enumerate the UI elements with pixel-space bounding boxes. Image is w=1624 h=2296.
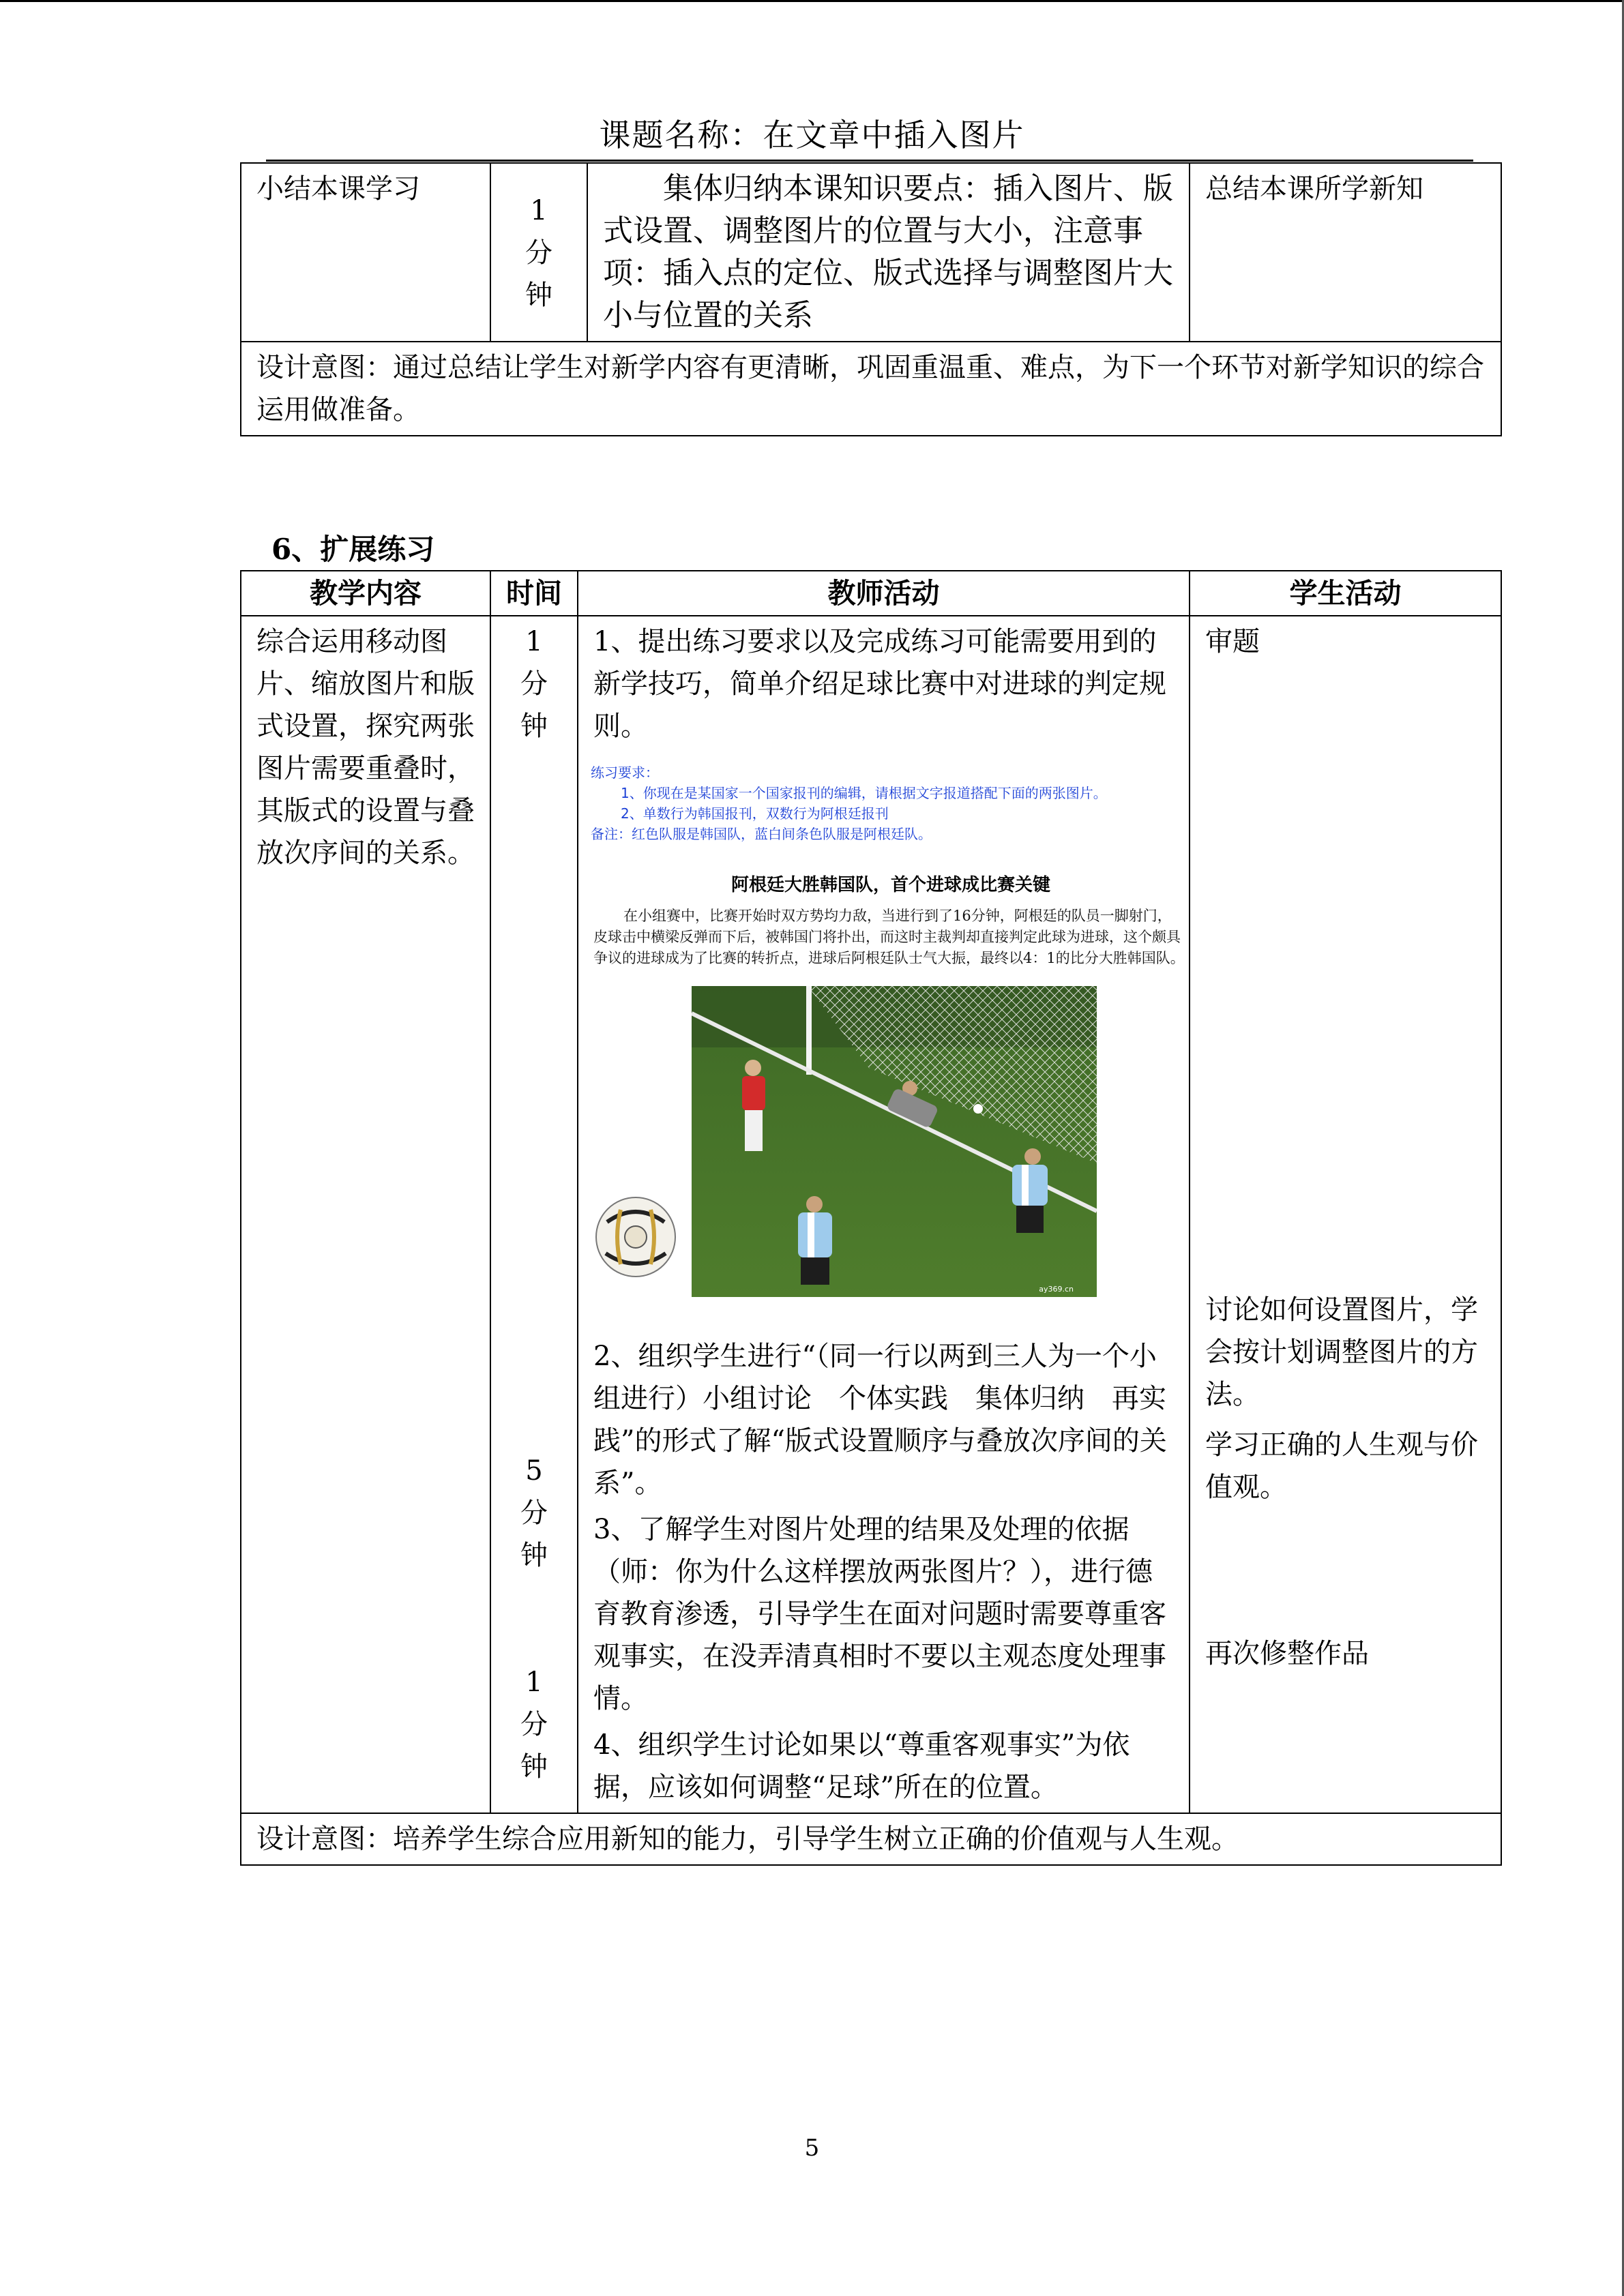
time1-unit2: 钟: [520, 711, 548, 742]
news-body: 在小组赛中，比赛开始时双方势均力敌，当进行到了16分钟，阿根廷的队员一脚射门，皮球击中横梁反弹而下后，被韩国门将扑出，而这时主裁判却直接判定此球为进球，这个颇具争议的进球成为了比赛的转折点，进球后阿根廷队士气大振，最终以4：1的比分大胜韩国队。: [593, 908, 1185, 966]
exercise-design-row: [241, 1813, 1501, 1865]
summary-time-unit2: 钟: [525, 280, 552, 311]
req-item-1: 1、你现在是某国家一个国家报刊的编辑，请根据文字报道搭配下面的两张图片。: [621, 785, 1107, 801]
time3-unit1: 分: [520, 1709, 548, 1740]
summary-design-intent: 设计意图：通过总结让学生对新学内容有更清晰，巩固重温重、难点，为下一个环节对新学知识的综合运用做准备。: [256, 352, 1484, 426]
time3-number: 1: [525, 1667, 543, 1698]
summary-table: [240, 162, 1502, 436]
time2-number: 5: [525, 1455, 543, 1487]
exercise-body-row: [241, 616, 1501, 1813]
header-student: 学生活动: [1190, 571, 1501, 616]
summary-design-cell: [241, 342, 1501, 436]
header-content: 教学内容: [241, 571, 490, 616]
section-heading: 6、扩展练习: [271, 533, 435, 566]
exercise-time-cell: [490, 616, 578, 1813]
header-rule: [266, 160, 1473, 162]
teacher-step2: 2、组织学生进行“（同一行以两到三人为一个小组进行）小组讨论 个体实践 集体归纳 再实践”的形式了解“版式设置顺序与叠放次序间的关系”。: [593, 1341, 1167, 1499]
summary-content-cell: [241, 163, 490, 342]
time2-unit1: 分: [520, 1497, 548, 1529]
req-item-2: 2、单数行为韩国报刊，双数行为阿根廷报刊: [621, 805, 889, 822]
teacher-step3: 3、了解学生对图片处理的结果及处理的依据（师：你为什么这样摆放两张图片？），进行德育教育渗透，引导学生在面对问题时需要尊重客观事实，在没弄清真相时不要以主观态度处理事情。: [593, 1514, 1166, 1714]
page-title: 课题名称：在文章中插入图片: [599, 117, 1025, 153]
exercise-content-cell: [241, 616, 490, 1813]
header-time: 时间: [490, 571, 578, 616]
student-activity-2: 讨论如何设置图片，学会按计划调整图片的方法。: [1205, 1294, 1478, 1410]
summary-time-cell: [490, 163, 587, 342]
summary-student-cell: [1190, 163, 1501, 342]
summary-content: 小结本课学习: [256, 173, 420, 205]
summary-time-unit1: 分: [525, 237, 552, 269]
summary-design-row: [241, 342, 1501, 436]
student-activity-4: 再次修整作品: [1205, 1638, 1369, 1669]
exercise-teacher-cell: [578, 616, 1190, 1813]
summary-time-number: 1: [530, 195, 548, 226]
exercise-design-intent: 设计意图：培养学生综合应用新知的能力，引导学生树立正确的价值观与人生观。: [256, 1823, 1239, 1855]
time1-unit1: 分: [520, 668, 548, 700]
soccer-goal-photo: [692, 986, 1097, 1297]
req-note: 备注：红色队服是韩国队，蓝白间条色队服是阿根廷队。: [591, 826, 932, 842]
student-activity-1: 审题: [1205, 626, 1260, 657]
summary-teacher-cell: [587, 163, 1190, 342]
req-title: 练习要求：: [591, 764, 659, 781]
teacher-step4: 4、组织学生讨论如果以“尊重客观事实”为依据，应该如何调整“足球”所在的位置。: [593, 1729, 1130, 1803]
time1-number: 1: [525, 626, 543, 657]
exercise-student-cell: [1190, 616, 1501, 1813]
time3-unit2: 钟: [520, 1751, 548, 1783]
exercise-design-cell: [241, 1813, 1501, 1865]
time2-unit2: 钟: [520, 1540, 548, 1571]
summary-student-text: 总结本课所学新知: [1205, 173, 1423, 205]
exercise-header-row: [241, 571, 1501, 616]
page-top-border: [0, 0, 1624, 2]
header-teacher: 教师活动: [578, 571, 1190, 616]
student-activity-3: 学习正确的人生观与价值观。: [1205, 1429, 1478, 1503]
exercise-requirements: [591, 762, 1191, 844]
photo-watermark: ay369.cn: [1039, 1285, 1074, 1294]
soccer-ball-image: [593, 1195, 678, 1279]
summary-teacher-text: 集体归纳本课知识要点：插入图片、版式设置、调整图片的位置与大小，注意事项：插入点的定位、版式选择与调整图片大小与位置的关系: [603, 171, 1173, 333]
news-headline: 阿根廷大胜韩国队，首个进球成比赛关键: [730, 875, 1050, 895]
teacher-step1: 1、提出练习要求以及完成练习可能需要用到的新学技巧，简单介绍足球比赛中对进球的判定规则。: [593, 626, 1166, 742]
exercise-picture: [591, 751, 1191, 1331]
summary-row: [241, 163, 1501, 342]
page-number: 5: [804, 2134, 820, 2162]
exercise-table: [240, 570, 1502, 1866]
exercise-content: 综合运用移动图片、缩放图片和版式设置，探究两张图片需要重叠时，其版式的设置与叠放次序间的关系。: [256, 626, 475, 869]
